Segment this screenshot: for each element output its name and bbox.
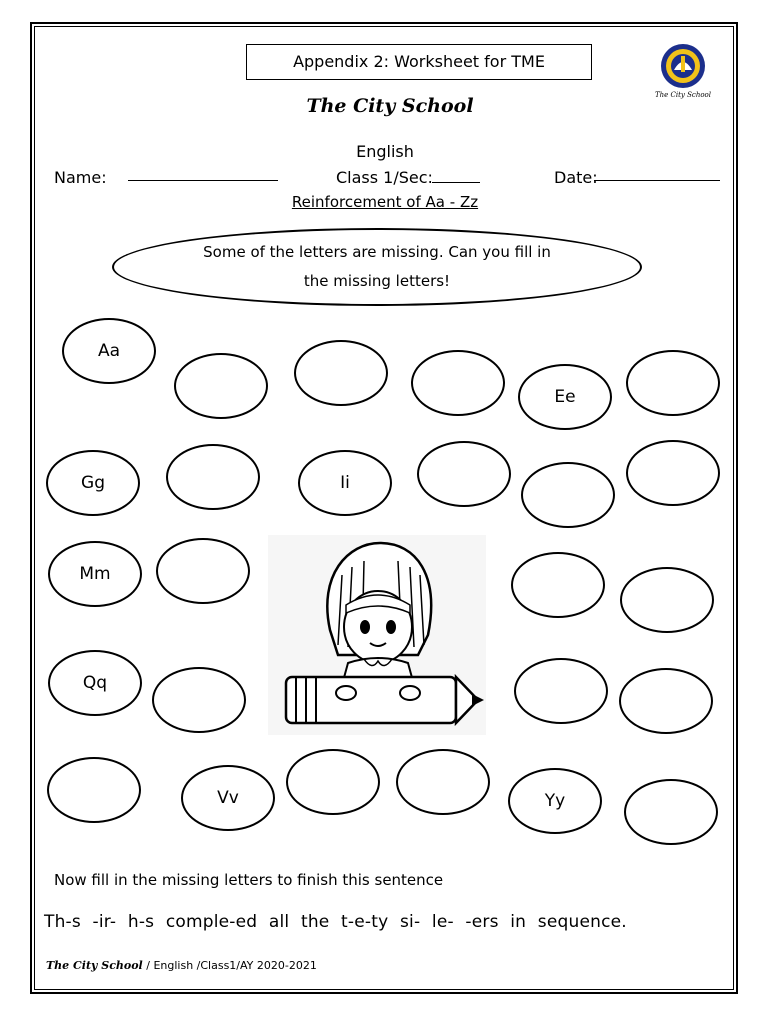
letter-oval-blank[interactable] [152, 667, 246, 733]
letter-oval-blank[interactable] [511, 552, 605, 618]
letter-oval-blank[interactable] [396, 749, 490, 815]
footer-details: / English /Class1/AY 2020-2021 [142, 959, 317, 972]
school-title: The City School [306, 95, 474, 117]
letter-oval-blank[interactable] [624, 779, 718, 845]
letter-oval-ii: Ii [298, 450, 392, 516]
letter-oval-blank[interactable] [166, 444, 260, 510]
name-label: Name: [54, 168, 107, 187]
letter-oval-ee: Ee [518, 364, 612, 430]
letter-oval-blank[interactable] [626, 350, 720, 416]
date-line[interactable] [594, 180, 720, 181]
letter-oval-blank[interactable] [521, 462, 615, 528]
appendix-title: Appendix 2: Worksheet for TME [246, 44, 592, 80]
instruction-oval [112, 228, 642, 306]
footer [46, 959, 317, 972]
letter-oval-blank[interactable] [47, 757, 141, 823]
letter-oval-blank[interactable] [174, 353, 268, 419]
name-line[interactable] [128, 180, 278, 181]
letter-oval-gg: Gg [46, 450, 140, 516]
girl-with-pencil-illustration [268, 535, 486, 735]
class-line[interactable] [432, 182, 480, 183]
letter-oval-blank[interactable] [156, 538, 250, 604]
letter-oval-blank[interactable] [626, 440, 720, 506]
logo-caption: The City School [654, 91, 712, 99]
letter-oval-blank[interactable] [411, 350, 505, 416]
letter-oval-aa: Aa [62, 318, 156, 384]
date-label: Date: [554, 168, 598, 187]
letter-oval-mm: Mm [48, 541, 142, 607]
letter-oval-blank[interactable] [294, 340, 388, 406]
letter-oval-blank[interactable] [620, 567, 714, 633]
subject-label: English [356, 142, 414, 161]
letter-oval-qq: Qq [48, 650, 142, 716]
letter-oval-blank[interactable] [286, 749, 380, 815]
instruction-text: Some of the letters are missing. Can you fill in the missing letters! [203, 243, 551, 290]
letter-oval-vv: Vv [181, 765, 275, 831]
fill-in-sentence: Th-s -ir- h-s comple-ed all the t-e-ty si- le- -ers in sequence. [44, 912, 627, 932]
class-label: Class 1/Sec: [336, 168, 433, 187]
footer-brand: The City School [46, 959, 143, 972]
sentence-prompt: Now fill in the missing letters to finish this sentence [54, 871, 444, 889]
letter-oval-blank[interactable] [514, 658, 608, 724]
letter-oval-blank[interactable] [417, 441, 511, 507]
topic-title: Reinforcement of Aa - Zz [291, 193, 479, 211]
letter-oval-blank[interactable] [619, 668, 713, 734]
letter-oval-yy: Yy [508, 768, 602, 834]
